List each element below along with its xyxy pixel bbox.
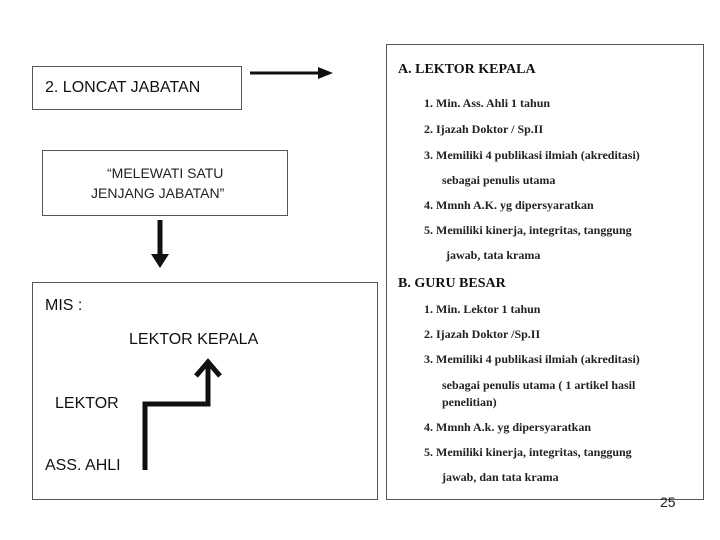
section-b-item-2: 2. Ijazah Doktor /Sp.II (424, 327, 541, 341)
section-a-item-2: 2. Ijazah Doktor / Sp.II (424, 122, 544, 136)
section-a-item-1: 1. Min. Ass. Ahli 1 tahun (424, 96, 551, 110)
level-lektor-kepala: LEKTOR KEPALA (129, 331, 259, 348)
section-b-item-3: 3. Memiliki 4 publikasi ilmiah (akreditasi) (424, 352, 640, 366)
section-b-heading: B. GURU BESAR (398, 276, 506, 291)
section-a-item-5-cont: jawab, tata krama (446, 248, 541, 262)
page-number: 25 (660, 494, 676, 510)
right-arrow-icon (250, 67, 333, 79)
section-a-item-4: 4. Mmnh A.K. yg dipersyaratkan (424, 198, 594, 212)
level-ass-ahli: ASS. AHLI (45, 457, 121, 474)
loncat-text: LONCAT JABATAN (62, 79, 201, 96)
loncat-number: 2. (45, 79, 59, 96)
step-up-arrow-icon (145, 362, 220, 470)
down-arrow-icon (151, 220, 169, 268)
melewati-line-2: JENJANG JABATAN” (91, 185, 225, 201)
section-b-item-3-cont: sebagai penulis utama ( 1 artikel hasil (442, 378, 636, 392)
section-a-heading: A. LEKTOR KEPALA (398, 62, 536, 77)
section-b-item-5-cont: jawab, dan tata krama (442, 470, 559, 484)
section-a-item-3-cont: sebagai penulis utama (442, 173, 556, 187)
section-b-item-4: 4. Mmnh A.k. yg dipersyaratkan (424, 420, 592, 434)
section-a-item-3: 3. Memiliki 4 publikasi ilmiah (akreditasi) (424, 148, 640, 162)
melewati-line-1: “MELEWATI SATU (107, 165, 224, 181)
section-a-item-5: 5. Memiliki kinerja, integritas, tanggung (424, 223, 632, 237)
section-b-item-3-cont-2: penelitian) (442, 395, 497, 409)
level-lektor: LEKTOR (55, 395, 119, 412)
section-b-item-1: 1. Min. Lektor 1 tahun (424, 302, 541, 316)
mis-title: MIS : (45, 297, 83, 314)
section-b-item-5: 5. Memiliki kinerja, integritas, tanggung (424, 445, 632, 459)
